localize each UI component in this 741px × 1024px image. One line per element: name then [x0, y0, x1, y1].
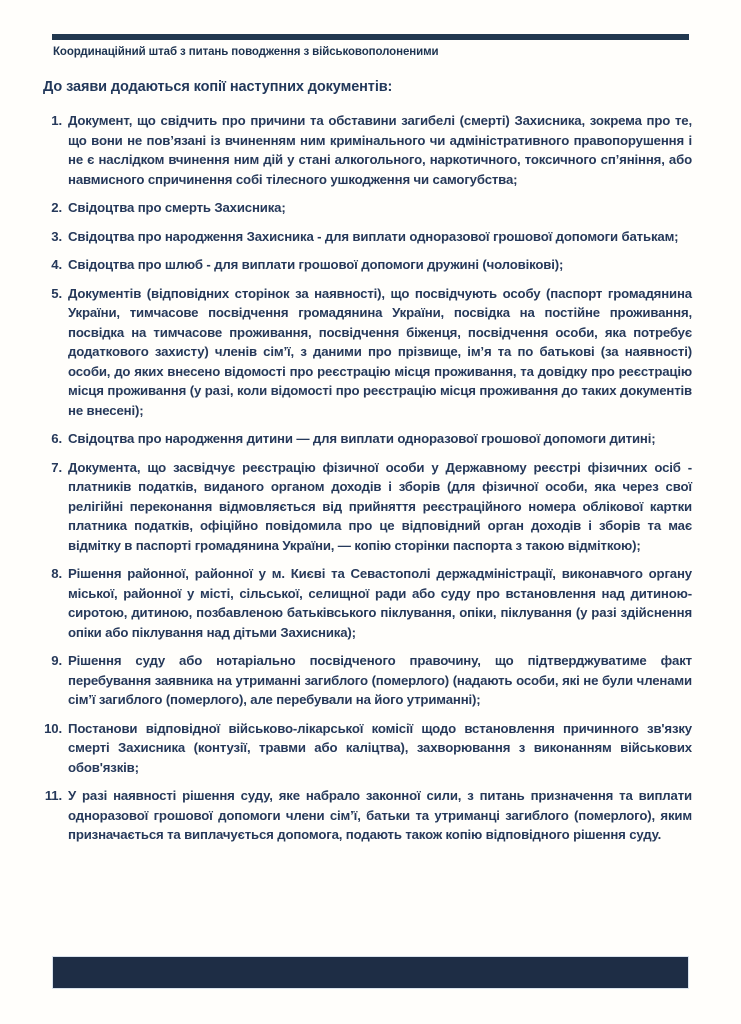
list-item-text: Свідоцтва про смерть Захисника;: [68, 200, 286, 215]
list-item-text: У разі наявності рішення суду, яке набрало законної сили, з питань призначення та виплати одноразової грошової допомоги члени сім’ї, батьки та утриманці загиблого (померлого), яким призначається та виплачується допомога, подають також копію відповідного рішення суду.: [68, 788, 692, 842]
list-item: [38, 198, 692, 218]
list-item-text: Документів (відповідних сторінок за наявності), що посвідчують особу (паспорт громадянина України, тимчасове посвідчення громадянина України, посвідка на постійне проживання, посвідка на тимчасове проживання, посвідчення біженця, посвідчення особи, яка потребує додаткового захисту) членів сім’ї, з даними про прізвище, ім’я та по батькові (за наявності) особи, до яких внесено відомості про реєстрацію місця проживання, та довідку про реєстрацію місця проживання (у разі, коли відомості про реєстрацію місця проживання до таких документів не внесені);: [68, 285, 692, 418]
list-item-text: Постанови відповідної військово-лікарської комісії щодо встановлення причинного зв'язку смерті Захисника (контузії, травми або каліцтва), захворювання з виконанням військових обов'язків;: [68, 720, 692, 775]
list-item: [38, 786, 692, 845]
list-item: [38, 719, 692, 778]
list-item: [38, 227, 692, 247]
list-item-text: Рішення суду або нотаріально посвідченого правочину, що підтверджуватиме факт перебування заявника на утриманні загиблого (померлого) (надають особи, які не були членами сім’ї загиблого (померлого), але перебували на його утриманні);: [68, 653, 692, 707]
list-item: [38, 429, 692, 449]
list-item-number: 2.: [51, 200, 62, 215]
list-item-number: 8.: [51, 566, 62, 581]
list-item-number: 1.: [51, 113, 62, 128]
document-header: Координаційний штаб з питань поводження з військовополоненими: [53, 46, 439, 58]
list-item: [38, 564, 692, 642]
list-item-text: Свідоцтва про шлюб - для виплати грошової допомоги дружині (чоловікові);: [68, 257, 564, 272]
list-item-number: 3.: [51, 228, 62, 244]
list-item: [38, 111, 692, 189]
list-item-text: Рішення районної, районної у м. Києві та Севастополі держадміністрації, виконавчого органу міської, районної у місті, сільської, селищної ради або суду про встановлення над дитиною-сиротою, дитиною, позбавленою батьківського піклування, опіки, піклування (у разі здійснення опіки або піклування над дітьми Захисника);: [68, 566, 692, 640]
list-item-number: 10.: [44, 720, 62, 736]
list-item: [38, 284, 692, 421]
list-item-text: Документ, що свідчить про причини та обставини загибелі (смерті) Захисника, зокрема про те, що вони не пов’язані із вчиненням ним кримінального чи адміністративного правопорушення і не є наслідком вчинення ним дій у стані алкогольного, наркотичного, токсичного сп’яніння, або навмисного спричинення собі тілесного ушкодження чи самогубства;: [68, 113, 692, 187]
list-item-number: 7.: [51, 459, 62, 475]
footer-bar: [52, 956, 689, 989]
list-item-number: 4.: [51, 257, 62, 272]
header-accent-bar: [52, 34, 689, 40]
list-item-text: Документа, що засвідчує реєстрацію фізичної особи у Державному реєстрі фізичних осіб - платників податків, виданого органом доходів і зборів (для фізичної особи, яка через свої релігійні переконання відмовляється від прийняття реєстраційного номера облікової картки платника податків, офіційно повідомила про це відповідний орган доходів і зборів та має відмітку в паспорті громадянина України, — копію сторінки паспорта з такою відміткою);: [68, 459, 692, 553]
page-title: До заяви додаються копії наступних документів:: [43, 79, 393, 95]
list-item: [38, 651, 692, 710]
document-list: [38, 111, 692, 854]
list-item-number: 6.: [51, 431, 62, 446]
list-item-number: 11.: [44, 788, 62, 803]
list-item-number: 5.: [51, 285, 62, 301]
list-item-text: Свідоцтва про народження Захисника - для виплати одноразової грошової допомоги батькам;: [68, 228, 679, 244]
list-item-number: 9.: [51, 653, 62, 668]
list-item-text: Свідоцтва про народження дитини — для виплати одноразової грошової допомоги дитині;: [68, 431, 656, 446]
list-item: [38, 255, 692, 275]
list-item: [38, 458, 692, 556]
